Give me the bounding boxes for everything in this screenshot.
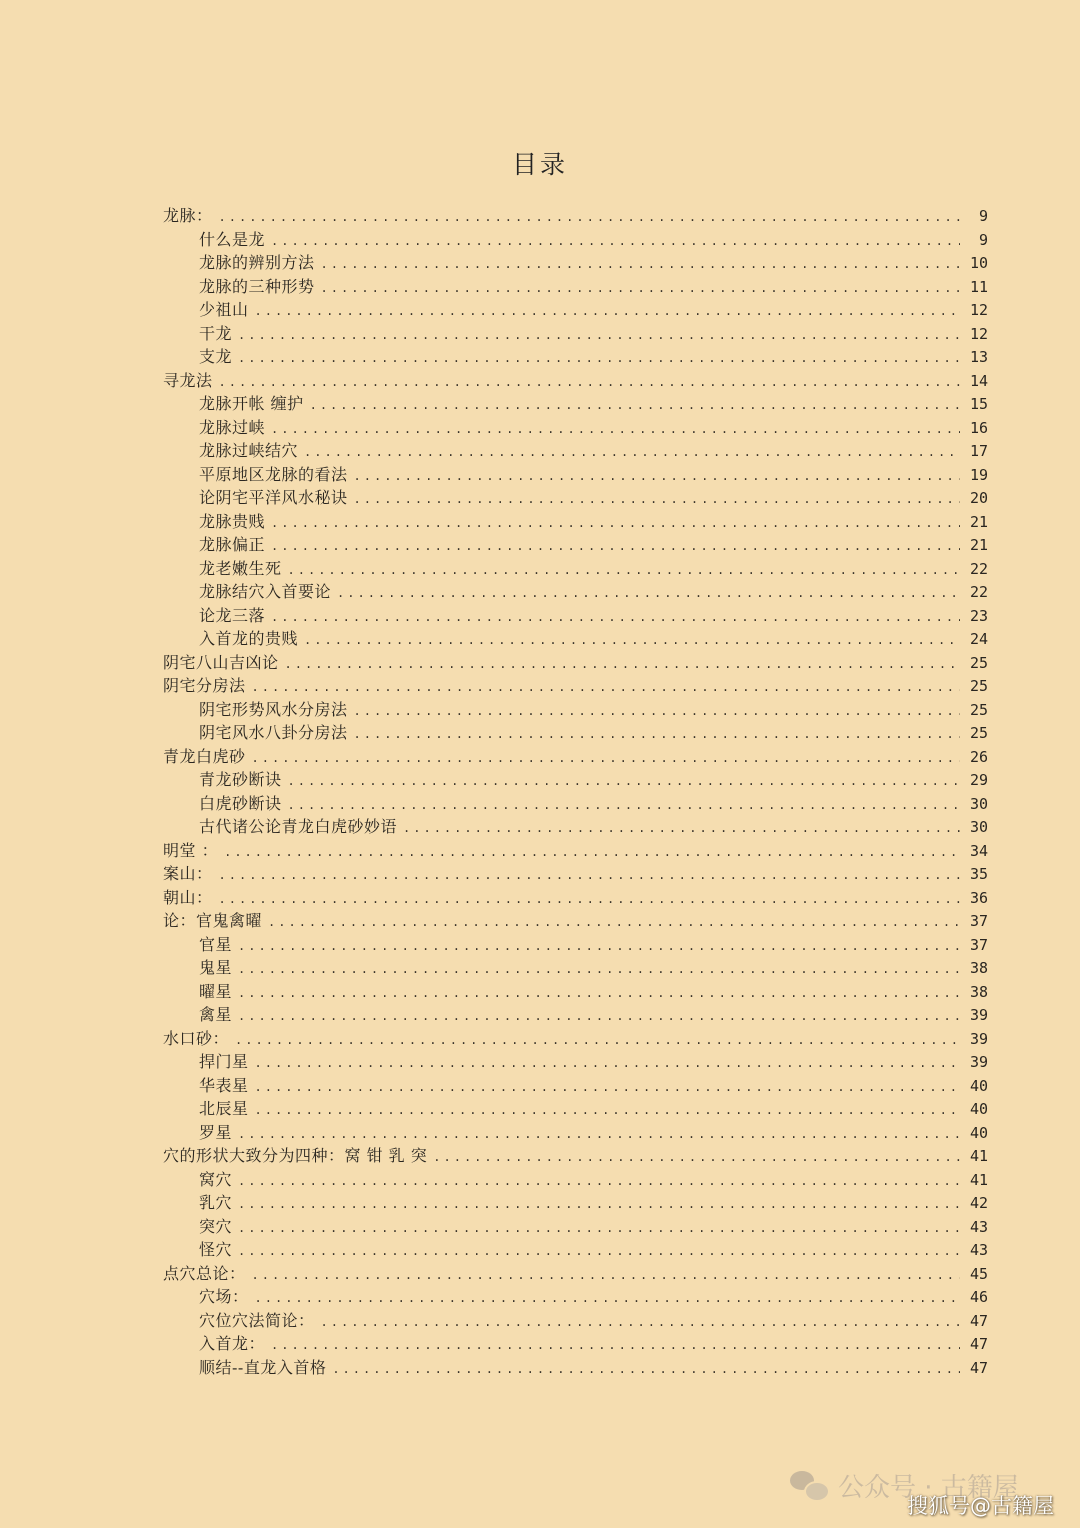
toc-entry bbox=[163, 1074, 988, 1098]
toc-entry bbox=[163, 815, 988, 839]
toc-entry-page: 25 bbox=[969, 724, 988, 742]
dot-leader bbox=[238, 347, 960, 371]
dot-leader bbox=[288, 770, 960, 794]
toc-entry-label: 入首龙： bbox=[199, 1334, 266, 1353]
toc-entry-label: 青龙砂断诀 bbox=[199, 770, 282, 789]
toc-entry-page: 21 bbox=[969, 536, 988, 554]
toc-entry bbox=[163, 674, 988, 698]
dot-leader bbox=[238, 1123, 960, 1147]
toc-entry-page: 25 bbox=[969, 677, 988, 695]
toc-entry bbox=[163, 698, 988, 722]
toc-entry bbox=[163, 204, 988, 228]
toc-entry-label: 阴宅分房法 bbox=[163, 676, 246, 695]
toc-entry bbox=[163, 1356, 988, 1380]
toc-entry bbox=[163, 1027, 988, 1051]
toc-entry bbox=[163, 651, 988, 675]
toc-entry bbox=[163, 557, 988, 581]
toc-entry-label: 乳穴 bbox=[199, 1193, 233, 1212]
toc-entry-label: 龙脉偏正 bbox=[199, 535, 266, 554]
toc-entry-label: 阴宅风水八卦分房法 bbox=[199, 723, 348, 742]
toc-entry bbox=[163, 933, 988, 957]
toc-entry-page: 21 bbox=[969, 512, 988, 531]
toc-entry-page: 40 bbox=[969, 1076, 988, 1095]
toc-entry bbox=[163, 322, 988, 346]
toc-entry bbox=[163, 1332, 988, 1356]
toc-entry bbox=[163, 1168, 988, 1192]
toc-entry bbox=[163, 1121, 988, 1145]
toc-entry-label: 龙老嫩生死 bbox=[199, 558, 282, 578]
toc-entry-page: 16 bbox=[969, 418, 988, 437]
dot-leader bbox=[238, 1193, 960, 1217]
toc-entry bbox=[163, 439, 988, 463]
toc-entry-label: 入首龙的贵贱 bbox=[199, 629, 299, 648]
toc-entry-label: 阴宅形势风水分房法 bbox=[199, 699, 348, 719]
toc-entry bbox=[163, 533, 988, 557]
toc-entry-page: 29 bbox=[969, 771, 988, 789]
dot-leader bbox=[433, 1146, 960, 1170]
dot-leader bbox=[304, 629, 960, 653]
dot-leader bbox=[337, 582, 960, 606]
dot-leader bbox=[354, 488, 960, 512]
toc-entry-label: 寻龙法 bbox=[163, 370, 213, 390]
toc-entry-label: 干龙 bbox=[199, 323, 233, 343]
toc-entry-page: 37 bbox=[969, 935, 988, 954]
toc-entry-label: 白虎砂断诀 bbox=[199, 793, 282, 813]
dot-leader bbox=[288, 794, 960, 818]
toc-entry-label: 古代诸公论青龙白虎砂妙语 bbox=[199, 817, 398, 836]
toc-entry bbox=[163, 862, 988, 886]
toc-entry-page: 22 bbox=[969, 559, 988, 578]
toc-entry-label: 怪穴 bbox=[199, 1240, 233, 1259]
toc-entry-page: 12 bbox=[969, 324, 988, 343]
toc-entry bbox=[163, 345, 988, 369]
dot-leader bbox=[285, 653, 960, 677]
toc-entry bbox=[163, 486, 988, 510]
dot-leader bbox=[252, 1264, 960, 1288]
toc-entry-page: 9 bbox=[978, 230, 988, 249]
toc-entry bbox=[163, 768, 988, 792]
toc-entry-page: 41 bbox=[969, 1147, 988, 1165]
dot-leader bbox=[238, 1005, 960, 1029]
dot-leader bbox=[304, 441, 960, 465]
toc-entry-label: 罗星 bbox=[199, 1122, 233, 1142]
dot-leader bbox=[310, 394, 960, 418]
toc-entry-page: 24 bbox=[969, 630, 988, 648]
toc-entry-label: 平原地区龙脉的看法 bbox=[199, 464, 348, 484]
toc-entry-label: 穴的形状大致分为四种：窝 钳 乳 突 bbox=[163, 1146, 428, 1165]
toc-entry-page: 26 bbox=[969, 747, 988, 766]
toc-entry-page: 40 bbox=[969, 1100, 988, 1118]
dot-leader bbox=[354, 700, 960, 724]
toc-entry bbox=[163, 980, 988, 1004]
toc-entry-page: 36 bbox=[969, 888, 988, 907]
toc-entry-page: 47 bbox=[969, 1358, 988, 1377]
dot-leader bbox=[238, 1170, 960, 1194]
toc-entry bbox=[163, 580, 988, 604]
dot-leader bbox=[255, 300, 960, 324]
toc-entry bbox=[163, 1309, 988, 1333]
toc-entry bbox=[163, 416, 988, 440]
toc-entry bbox=[163, 1097, 988, 1121]
toc-entry bbox=[163, 745, 988, 769]
source-tag: 搜狐号@古籍屋 bbox=[907, 1494, 1054, 1518]
dot-leader bbox=[219, 864, 960, 888]
toc-entry-label: 顺结--直龙入首格 bbox=[199, 1357, 327, 1377]
toc-entry bbox=[163, 1238, 988, 1262]
toc-entry bbox=[163, 792, 988, 816]
toc-entry-page: 41 bbox=[969, 1170, 988, 1189]
dot-leader bbox=[238, 982, 960, 1006]
dot-leader bbox=[252, 747, 960, 771]
dot-leader bbox=[235, 1029, 960, 1053]
toc-entry-label: 龙脉结穴入首要论 bbox=[199, 582, 332, 601]
toc-entry bbox=[163, 956, 988, 980]
toc-entry bbox=[163, 627, 988, 651]
toc-entry-label: 官星 bbox=[199, 934, 233, 954]
dot-leader bbox=[238, 958, 960, 982]
toc-entry-page: 39 bbox=[969, 1029, 988, 1048]
toc-entry-page: 14 bbox=[969, 371, 988, 390]
toc-entry bbox=[163, 909, 988, 933]
dot-leader bbox=[332, 1358, 960, 1382]
dot-leader bbox=[271, 606, 960, 630]
toc-entry-page: 46 bbox=[969, 1288, 988, 1306]
dot-leader bbox=[271, 418, 960, 442]
toc-entry-label: 明堂 ： bbox=[163, 840, 219, 860]
toc-entry-page: 22 bbox=[969, 583, 988, 601]
toc-entry-label: 捍门星 bbox=[199, 1052, 249, 1071]
toc-entry-page: 40 bbox=[969, 1123, 988, 1142]
toc-entry bbox=[163, 1191, 988, 1215]
toc-entry-page: 15 bbox=[969, 395, 988, 413]
toc-entry-page: 37 bbox=[969, 912, 988, 930]
toc-entry-page: 43 bbox=[969, 1241, 988, 1259]
dot-leader bbox=[271, 512, 960, 536]
dot-leader bbox=[238, 1240, 960, 1264]
toc-entry bbox=[163, 392, 988, 416]
toc-entry-page: 25 bbox=[969, 700, 988, 719]
toc-entry-label: 支龙 bbox=[199, 347, 233, 366]
toc-entry bbox=[163, 886, 988, 910]
toc-entry bbox=[163, 228, 988, 252]
toc-entry-page: 47 bbox=[969, 1311, 988, 1330]
dot-leader bbox=[255, 1287, 960, 1311]
toc-entry-page: 13 bbox=[969, 348, 988, 366]
watermark-account: 公众号 · 古籍屋 bbox=[838, 1472, 1019, 1503]
toc-entry-label: 朝山： bbox=[163, 887, 213, 907]
toc-entry-label: 龙脉过峡 bbox=[199, 417, 266, 437]
dot-leader bbox=[403, 817, 960, 841]
toc-entry bbox=[163, 369, 988, 393]
dot-leader bbox=[268, 911, 960, 935]
toc-entry-label: 穴位穴法简论： bbox=[199, 1310, 315, 1330]
toc-entry-label: 鬼星 bbox=[199, 958, 233, 977]
toc-entry-label: 突穴 bbox=[199, 1216, 233, 1236]
toc-entry-page: 34 bbox=[969, 841, 988, 860]
toc-entry-label: 华表星 bbox=[199, 1075, 249, 1095]
dot-leader bbox=[354, 465, 960, 489]
toc-entry bbox=[163, 1144, 988, 1168]
toc-entry-label: 点穴总论： bbox=[163, 1263, 246, 1283]
dot-leader bbox=[354, 723, 960, 747]
toc-entry bbox=[163, 1285, 988, 1309]
toc-entry bbox=[163, 721, 988, 745]
dot-leader bbox=[321, 253, 960, 277]
dot-leader bbox=[321, 1311, 960, 1335]
dot-leader bbox=[271, 230, 960, 254]
dot-leader bbox=[219, 371, 960, 395]
toc-entry-page: 39 bbox=[969, 1053, 988, 1071]
toc-entry-page: 9 bbox=[978, 207, 988, 225]
toc-entry bbox=[163, 1262, 988, 1286]
table-of-contents bbox=[163, 204, 988, 1379]
toc-entry bbox=[163, 839, 988, 863]
toc-entry-label: 龙脉贵贱 bbox=[199, 511, 266, 531]
dot-leader bbox=[271, 1334, 960, 1358]
toc-entry-label: 少祖山 bbox=[199, 300, 249, 319]
toc-entry bbox=[163, 604, 988, 628]
dot-leader bbox=[288, 559, 960, 583]
toc-entry-label: 龙脉过峡结穴 bbox=[199, 441, 299, 460]
toc-entry-page: 17 bbox=[969, 442, 988, 460]
toc-entry-label: 阴宅八山吉凶论 bbox=[163, 652, 279, 672]
dot-leader bbox=[238, 1217, 960, 1241]
toc-entry-label: 穴场： bbox=[199, 1287, 249, 1306]
toc-entry-label: 龙脉： bbox=[163, 206, 213, 225]
toc-entry-page: 25 bbox=[969, 653, 988, 672]
toc-entry bbox=[163, 1050, 988, 1074]
dot-leader bbox=[224, 841, 960, 865]
dot-leader bbox=[219, 206, 960, 230]
toc-entry-label: 窝穴 bbox=[199, 1169, 233, 1189]
dot-leader bbox=[255, 1052, 960, 1076]
toc-entry-page: 39 bbox=[969, 1006, 988, 1024]
dot-leader bbox=[321, 277, 960, 301]
toc-entry-page: 30 bbox=[969, 794, 988, 813]
toc-entry-page: 38 bbox=[969, 982, 988, 1001]
toc-entry-label: 龙脉的三种形势 bbox=[199, 276, 315, 296]
toc-entry-page: 45 bbox=[969, 1264, 988, 1283]
toc-entry-page: 23 bbox=[969, 606, 988, 625]
toc-entry-label: 水口砂： bbox=[163, 1028, 230, 1048]
toc-entry-page: 30 bbox=[969, 818, 988, 836]
dot-leader bbox=[271, 535, 960, 559]
toc-entry-label: 案山： bbox=[163, 864, 213, 883]
dot-leader bbox=[255, 1076, 960, 1100]
toc-entry bbox=[163, 510, 988, 534]
toc-entry-page: 47 bbox=[969, 1335, 988, 1353]
toc-entry-label: 论：官鬼禽曜 bbox=[163, 911, 263, 930]
toc-entry-page: 11 bbox=[969, 277, 988, 296]
dot-leader bbox=[252, 676, 960, 700]
toc-entry bbox=[163, 251, 988, 275]
toc-entry-label: 禽星 bbox=[199, 1005, 233, 1024]
toc-entry-label: 龙脉开帐 缠护 bbox=[199, 394, 304, 413]
toc-entry-page: 38 bbox=[969, 959, 988, 977]
page-title: 目录 bbox=[511, 150, 568, 179]
toc-entry-label: 龙脉的辨别方法 bbox=[199, 253, 315, 272]
toc-entry-label: 论阴宅平洋风水秘诀 bbox=[199, 488, 348, 507]
toc-entry-label: 北辰星 bbox=[199, 1099, 249, 1118]
toc-entry-page: 19 bbox=[969, 465, 988, 484]
dot-leader bbox=[238, 324, 960, 348]
dot-leader bbox=[238, 935, 960, 959]
toc-entry-page: 12 bbox=[969, 301, 988, 319]
toc-entry-label: 论龙三落 bbox=[199, 605, 266, 625]
toc-entry-label: 青龙白虎砂 bbox=[163, 746, 246, 766]
dot-leader bbox=[219, 888, 960, 912]
toc-entry-page: 42 bbox=[969, 1194, 988, 1212]
toc-entry bbox=[163, 1215, 988, 1239]
toc-entry-page: 35 bbox=[969, 865, 988, 883]
wechat-icon bbox=[790, 1469, 830, 1501]
toc-entry bbox=[163, 463, 988, 487]
toc-entry bbox=[163, 298, 988, 322]
toc-entry bbox=[163, 275, 988, 299]
toc-entry-page: 20 bbox=[969, 489, 988, 507]
toc-entry-label: 曜星 bbox=[199, 981, 233, 1001]
toc-entry-page: 10 bbox=[969, 254, 988, 272]
toc-entry-page: 43 bbox=[969, 1217, 988, 1236]
toc-entry bbox=[163, 1003, 988, 1027]
toc-entry-label: 什么是龙 bbox=[199, 229, 266, 249]
dot-leader bbox=[255, 1099, 960, 1123]
